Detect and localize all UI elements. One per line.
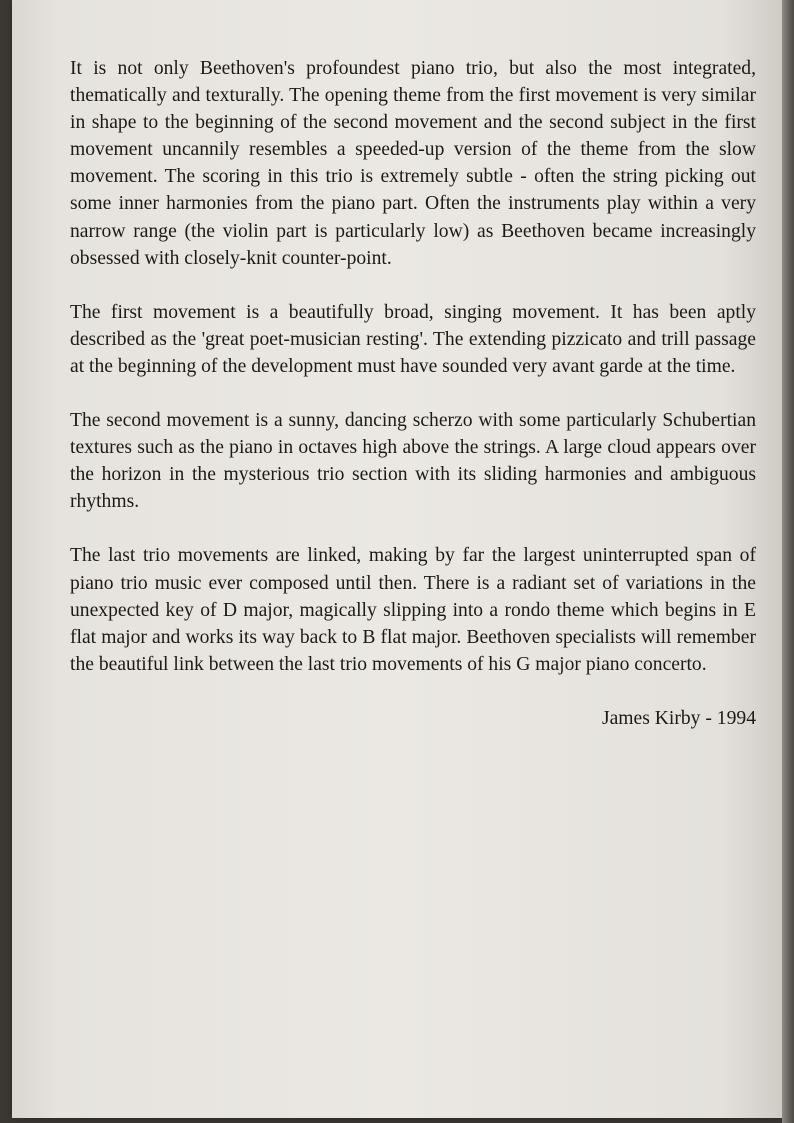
author-signature: James Kirby - 1994 bbox=[601, 707, 756, 729]
paragraph-4: The last trio movements are linked, making by far the largest uninterrupted span of piano trio music ever composed until then. There is a radiant set of variations in the unexpected key of D major, magically slipping into a rondo theme which begins in E flat major and works its way back to B flat major. Beethoven specialists will remember the beautiful link between the last trio movements of his G major piano concerto. bbox=[70, 545, 756, 675]
page-edge-shadow bbox=[782, 0, 794, 1123]
paragraph-1: It is not only Beethoven's profoundest piano trio, but also the most integrated, thematically and texturally. The opening theme from the first movement is very similar in shape to the beginning of the second movement and the second subject in the first movement uncannily resembles a speeded-up version of the theme from the slow movement. The scoring in this trio is extremely subtle - often the string picking out some inner harmonies from the piano part. Often the instruments play within a very narrow range (the violin part is particularly low) as Beethoven became increasingly obsessed with closely-knit counter-point. bbox=[70, 58, 756, 269]
paragraph-2: The first movement is a beautifully broad, singing movement. It has been aptly described as the 'great poet-musician resting'. The extending pizzicato and trill passage at the beginning of the development must have sounded very avant garde at the time. bbox=[70, 301, 756, 377]
paragraph-3: The second movement is a sunny, dancing scherzo with some particularly Schubertian textures such as the piano in octaves high above the strings. A large cloud appears over the horizon in the mysterious trio section with its sliding harmonies and ambiguous rhythms. bbox=[70, 410, 756, 513]
document-page bbox=[12, 0, 782, 1118]
essay-body bbox=[70, 55, 756, 732]
